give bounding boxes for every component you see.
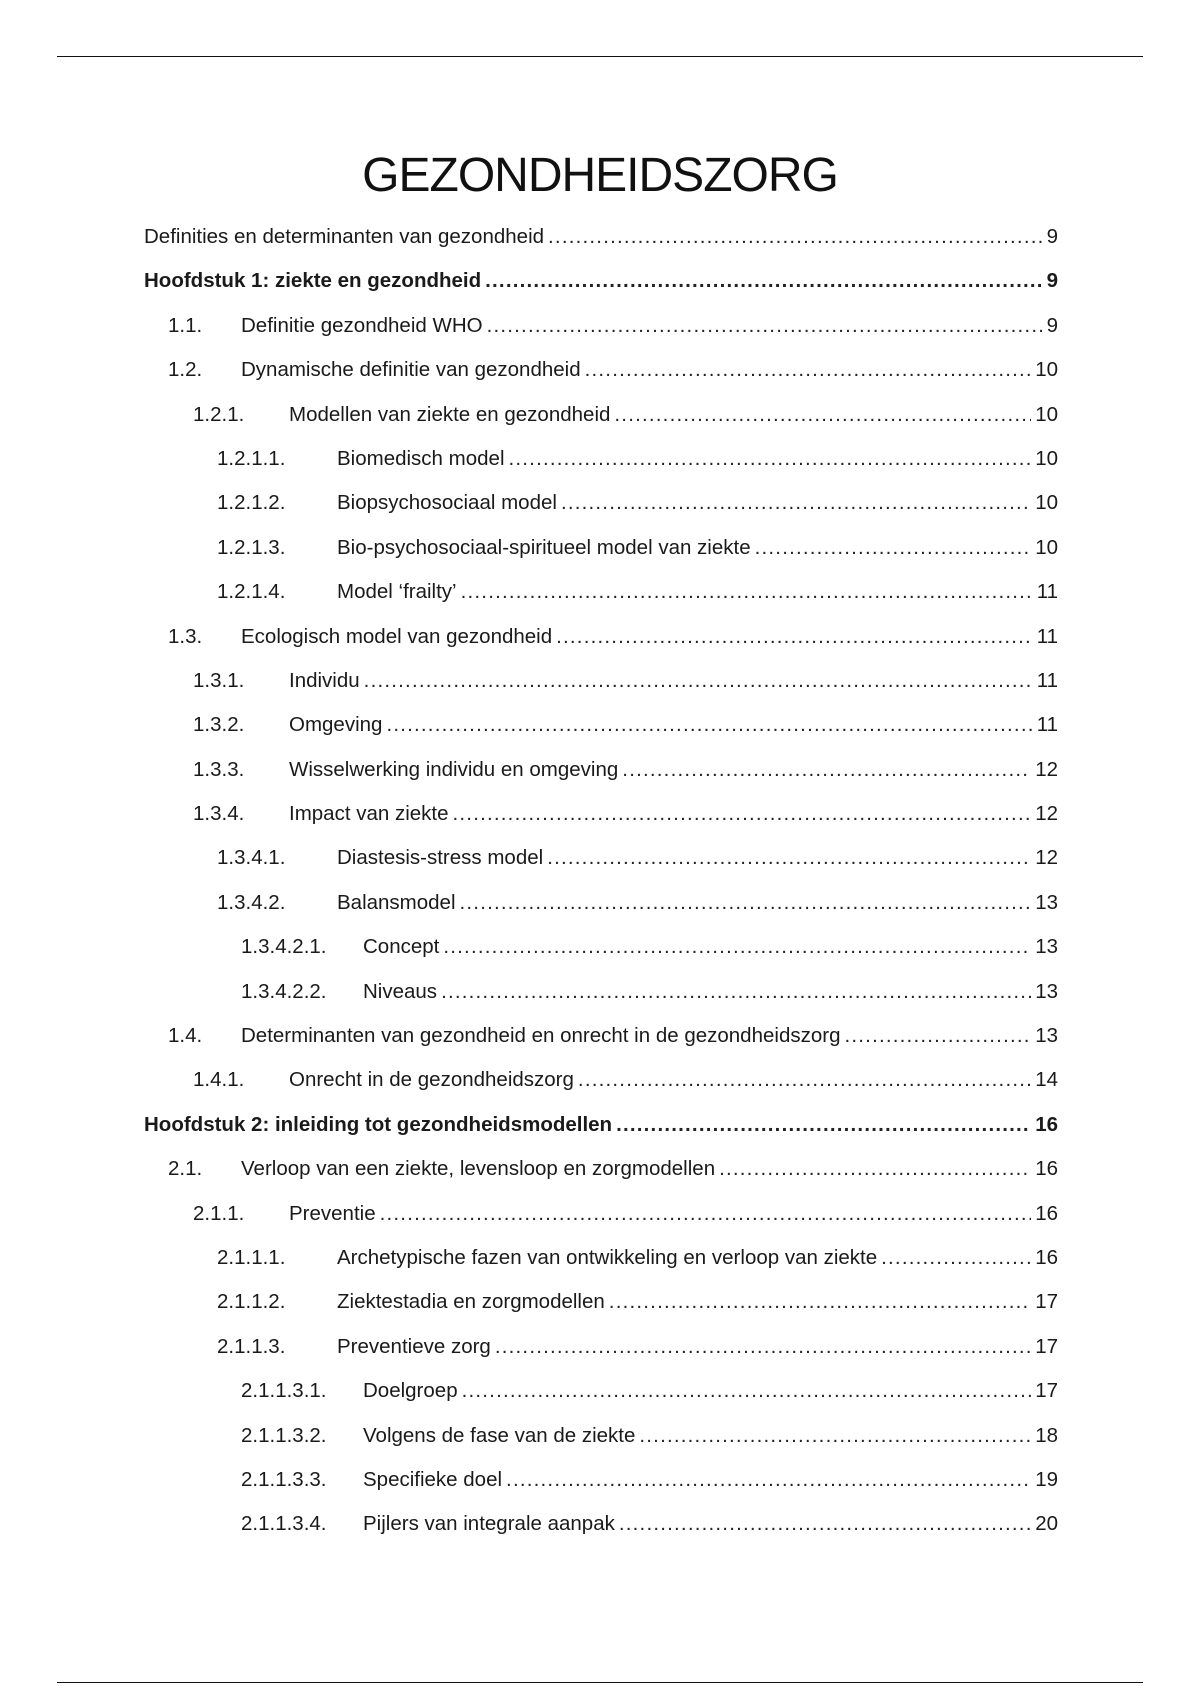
toc-entry[interactable] bbox=[144, 1280, 1058, 1324]
toc-dot-leader bbox=[461, 570, 1033, 614]
toc-entry-page: 9 bbox=[1046, 313, 1058, 337]
toc-dot-leader bbox=[453, 792, 1032, 836]
toc-dot-leader bbox=[386, 703, 1032, 747]
toc-entry-number: 1.2.1.2. bbox=[217, 491, 286, 515]
toc-dot-leader bbox=[619, 1502, 1031, 1546]
toc-entry[interactable] bbox=[144, 259, 1058, 303]
toc-entry-number: 2.1.1.3.4. bbox=[241, 1512, 327, 1536]
toc-entry-title: Ziektestadia en zorgmodellen bbox=[337, 1290, 605, 1314]
toc-entry-title: Specifieke doel bbox=[363, 1467, 503, 1491]
toc-entry[interactable] bbox=[144, 348, 1058, 392]
toc-entry-title: Onrecht in de gezondheidszorg bbox=[289, 1068, 574, 1092]
toc-entry-title: Definities en determinanten van gezondheid bbox=[144, 225, 545, 248]
table-of-contents bbox=[144, 215, 1058, 1547]
toc-entry-number: 1.3.4.1. bbox=[217, 846, 286, 870]
toc-entry-number: 2.1.1.3.2. bbox=[241, 1423, 327, 1447]
toc-entry-page: 11 bbox=[1036, 624, 1058, 648]
toc-entry-number: 1.3.4.2. bbox=[217, 890, 286, 914]
toc-entry[interactable] bbox=[144, 304, 1058, 348]
toc-dot-leader bbox=[506, 1458, 1031, 1502]
toc-entry-number: 1.2.1.1. bbox=[217, 446, 286, 470]
toc-entry-number: 2.1.1. bbox=[193, 1201, 245, 1225]
toc-entry-page: 10 bbox=[1035, 491, 1058, 515]
toc-dot-leader bbox=[509, 437, 1032, 481]
toc-entry[interactable] bbox=[144, 925, 1058, 969]
toc-entry-title: Balansmodel bbox=[337, 890, 456, 914]
document-title: GEZONDHEIDSZORG bbox=[362, 149, 838, 202]
toc-entry-title: Concept bbox=[363, 935, 440, 959]
toc-entry[interactable] bbox=[144, 1502, 1058, 1546]
toc-entry-title: Hoofdstuk 1: ziekte en gezondheid bbox=[144, 269, 482, 293]
toc-entry-number: 1.4. bbox=[168, 1024, 203, 1048]
toc-dot-leader bbox=[578, 1058, 1031, 1102]
toc-entry[interactable] bbox=[144, 792, 1058, 836]
toc-entry-number: 1.4.1. bbox=[193, 1068, 245, 1092]
toc-entry[interactable] bbox=[144, 1414, 1058, 1458]
toc-entry-page: 11 bbox=[1036, 668, 1058, 692]
toc-entry-page: 9 bbox=[1046, 269, 1058, 293]
toc-entry-title: Doelgroep bbox=[363, 1379, 458, 1403]
toc-entry-page: 10 bbox=[1035, 446, 1058, 470]
toc-entry-title: Verloop van een ziekte, levensloop en zorgmodellen bbox=[241, 1157, 716, 1181]
toc-entry-page: 10 bbox=[1035, 535, 1058, 559]
toc-entry-page: 13 bbox=[1035, 935, 1058, 959]
toc-entry[interactable] bbox=[144, 481, 1058, 525]
toc-entry[interactable] bbox=[144, 1236, 1058, 1280]
toc-dot-leader bbox=[495, 1325, 1031, 1369]
toc-entry-page: 14 bbox=[1035, 1068, 1058, 1092]
toc-entry-page: 18 bbox=[1035, 1423, 1058, 1447]
toc-entry-page: 19 bbox=[1035, 1467, 1058, 1491]
toc-dot-leader bbox=[380, 1192, 1032, 1236]
toc-dot-leader bbox=[881, 1236, 1031, 1280]
toc-entry-number: 1.3.1. bbox=[193, 668, 245, 692]
toc-entry-page: 20 bbox=[1035, 1512, 1058, 1536]
toc-entry[interactable] bbox=[144, 526, 1058, 570]
toc-entry-page: 17 bbox=[1035, 1290, 1058, 1314]
toc-dot-leader bbox=[364, 659, 1033, 703]
toc-entry-page: 11 bbox=[1036, 713, 1058, 737]
toc-entry-title: Ecologisch model van gezondheid bbox=[241, 624, 553, 648]
toc-dot-leader bbox=[585, 348, 1032, 392]
toc-entry-title: Model ‘frailty’ bbox=[337, 580, 457, 604]
toc-entry[interactable] bbox=[144, 1014, 1058, 1058]
toc-entry[interactable] bbox=[144, 437, 1058, 481]
toc-entry[interactable] bbox=[144, 1325, 1058, 1369]
toc-entry-title: Archetypische fazen van ontwikkeling en verloop van ziekte bbox=[337, 1245, 878, 1269]
toc-dot-leader bbox=[548, 215, 1042, 259]
toc-entry[interactable] bbox=[144, 659, 1058, 703]
toc-dot-leader bbox=[561, 481, 1031, 525]
toc-entry-title: Wisselwerking individu en omgeving bbox=[289, 757, 619, 781]
toc-entry[interactable] bbox=[144, 615, 1058, 659]
header-rule bbox=[57, 56, 1143, 57]
toc-entry[interactable] bbox=[144, 836, 1058, 880]
toc-entry-number: 1.2.1.3. bbox=[217, 535, 286, 559]
toc-entry-title: Determinanten van gezondheid en onrecht in de gezondheidszorg bbox=[241, 1024, 841, 1048]
toc-dot-leader bbox=[547, 836, 1031, 880]
toc-dot-leader bbox=[719, 1147, 1031, 1191]
toc-entry-number: 1.2. bbox=[168, 358, 203, 382]
toc-entry-number: 1.3. bbox=[168, 624, 203, 648]
toc-entry-number: 1.3.4.2.2. bbox=[241, 979, 327, 1003]
toc-entry-number: 2.1.1.3.1. bbox=[241, 1379, 327, 1403]
toc-entry-page: 12 bbox=[1035, 802, 1058, 826]
toc-entry-number: 2.1.1.3. bbox=[217, 1334, 286, 1358]
toc-entry-number: 2.1.1.1. bbox=[217, 1245, 286, 1269]
toc-entry-number: 2.1. bbox=[168, 1157, 203, 1181]
toc-entry-title: Omgeving bbox=[289, 713, 383, 737]
toc-entry[interactable] bbox=[144, 703, 1058, 747]
toc-entry-title: Volgens de fase van de ziekte bbox=[363, 1423, 636, 1447]
toc-entry[interactable] bbox=[144, 1192, 1058, 1236]
toc-dot-leader bbox=[639, 1414, 1031, 1458]
toc-entry-number: 1.3.2. bbox=[193, 713, 245, 737]
toc-entry-title: Diastesis-stress model bbox=[337, 846, 544, 870]
toc-entry-number: 1.2.1.4. bbox=[217, 580, 286, 604]
toc-entry-page: 16 bbox=[1035, 1245, 1058, 1269]
toc-entry-page: 12 bbox=[1035, 846, 1058, 870]
toc-entry-title: Bio-psychosociaal-spiritueel model van ziekte bbox=[337, 535, 751, 559]
toc-entry[interactable] bbox=[144, 393, 1058, 437]
toc-entry-page: 17 bbox=[1035, 1334, 1058, 1358]
toc-dot-leader bbox=[622, 748, 1031, 792]
toc-entry-number: 1.3.4.2.1. bbox=[241, 935, 327, 959]
toc-dot-leader bbox=[609, 1280, 1031, 1324]
toc-entry-page: 16 bbox=[1035, 1157, 1058, 1181]
toc-entry-page: 13 bbox=[1035, 979, 1058, 1003]
toc-dot-leader bbox=[844, 1014, 1031, 1058]
footer-rule bbox=[57, 1682, 1143, 1683]
toc-entry-title: Individu bbox=[289, 668, 360, 692]
toc-entry[interactable] bbox=[144, 970, 1058, 1014]
toc-dot-leader bbox=[616, 1103, 1031, 1147]
toc-entry-title: Definitie gezondheid WHO bbox=[241, 313, 483, 337]
toc-entry-title: Dynamische definitie van gezondheid bbox=[241, 358, 581, 382]
toc-entry-number: 1.1. bbox=[168, 313, 203, 337]
toc-entry-title: Hoofdstuk 2: inleiding tot gezondheidsmodellen bbox=[144, 1112, 613, 1136]
toc-dot-leader bbox=[755, 526, 1032, 570]
toc-entry-page: 11 bbox=[1036, 580, 1058, 604]
toc-entry-page: 16 bbox=[1035, 1201, 1058, 1225]
toc-dot-leader bbox=[614, 393, 1031, 437]
toc-entry-page: 9 bbox=[1046, 225, 1058, 248]
toc-entry-page: 17 bbox=[1035, 1379, 1058, 1403]
toc-entry-number: 1.3.3. bbox=[193, 757, 245, 781]
toc-entry[interactable] bbox=[144, 215, 1058, 259]
toc-entry-title: Biopsychosociaal model bbox=[337, 491, 557, 515]
toc-entry-title: Preventieve zorg bbox=[337, 1334, 491, 1358]
toc-entry[interactable] bbox=[144, 570, 1058, 614]
toc-entry-page: 10 bbox=[1035, 358, 1058, 382]
toc-entry[interactable] bbox=[144, 1058, 1058, 1102]
toc-entry-title: Niveaus bbox=[363, 979, 438, 1003]
toc-dot-leader bbox=[460, 881, 1032, 925]
toc-entry-number: 1.2.1. bbox=[193, 402, 245, 426]
toc-entry-page: 16 bbox=[1035, 1112, 1058, 1136]
toc-entry-number: 2.1.1.3.3. bbox=[241, 1467, 327, 1491]
toc-entry-page: 10 bbox=[1035, 402, 1058, 426]
toc-dot-leader bbox=[441, 970, 1031, 1014]
toc-entry[interactable] bbox=[144, 748, 1058, 792]
toc-entry-title: Preventie bbox=[289, 1201, 376, 1225]
toc-dot-leader bbox=[556, 615, 1033, 659]
toc-entry-page: 12 bbox=[1035, 757, 1058, 781]
toc-entry-title: Impact van ziekte bbox=[289, 802, 449, 826]
toc-entry-number: 2.1.1.2. bbox=[217, 1290, 286, 1314]
toc-entry-page: 13 bbox=[1035, 1024, 1058, 1048]
toc-entry[interactable] bbox=[144, 1103, 1058, 1147]
toc-entry[interactable] bbox=[144, 1458, 1058, 1502]
toc-entry[interactable] bbox=[144, 1369, 1058, 1413]
toc-entry[interactable] bbox=[144, 1147, 1058, 1191]
toc-entry-title: Biomedisch model bbox=[337, 446, 505, 470]
toc-dot-leader bbox=[462, 1369, 1032, 1413]
toc-dot-leader bbox=[443, 925, 1031, 969]
toc-entry[interactable] bbox=[144, 881, 1058, 925]
toc-dot-leader bbox=[487, 304, 1042, 348]
toc-dot-leader bbox=[485, 259, 1042, 303]
toc-entry-number: 1.3.4. bbox=[193, 802, 245, 826]
toc-entry-page: 13 bbox=[1035, 890, 1058, 914]
toc-entry-title: Modellen van ziekte en gezondheid bbox=[289, 402, 611, 426]
toc-entry-title: Pijlers van integrale aanpak bbox=[363, 1512, 615, 1536]
